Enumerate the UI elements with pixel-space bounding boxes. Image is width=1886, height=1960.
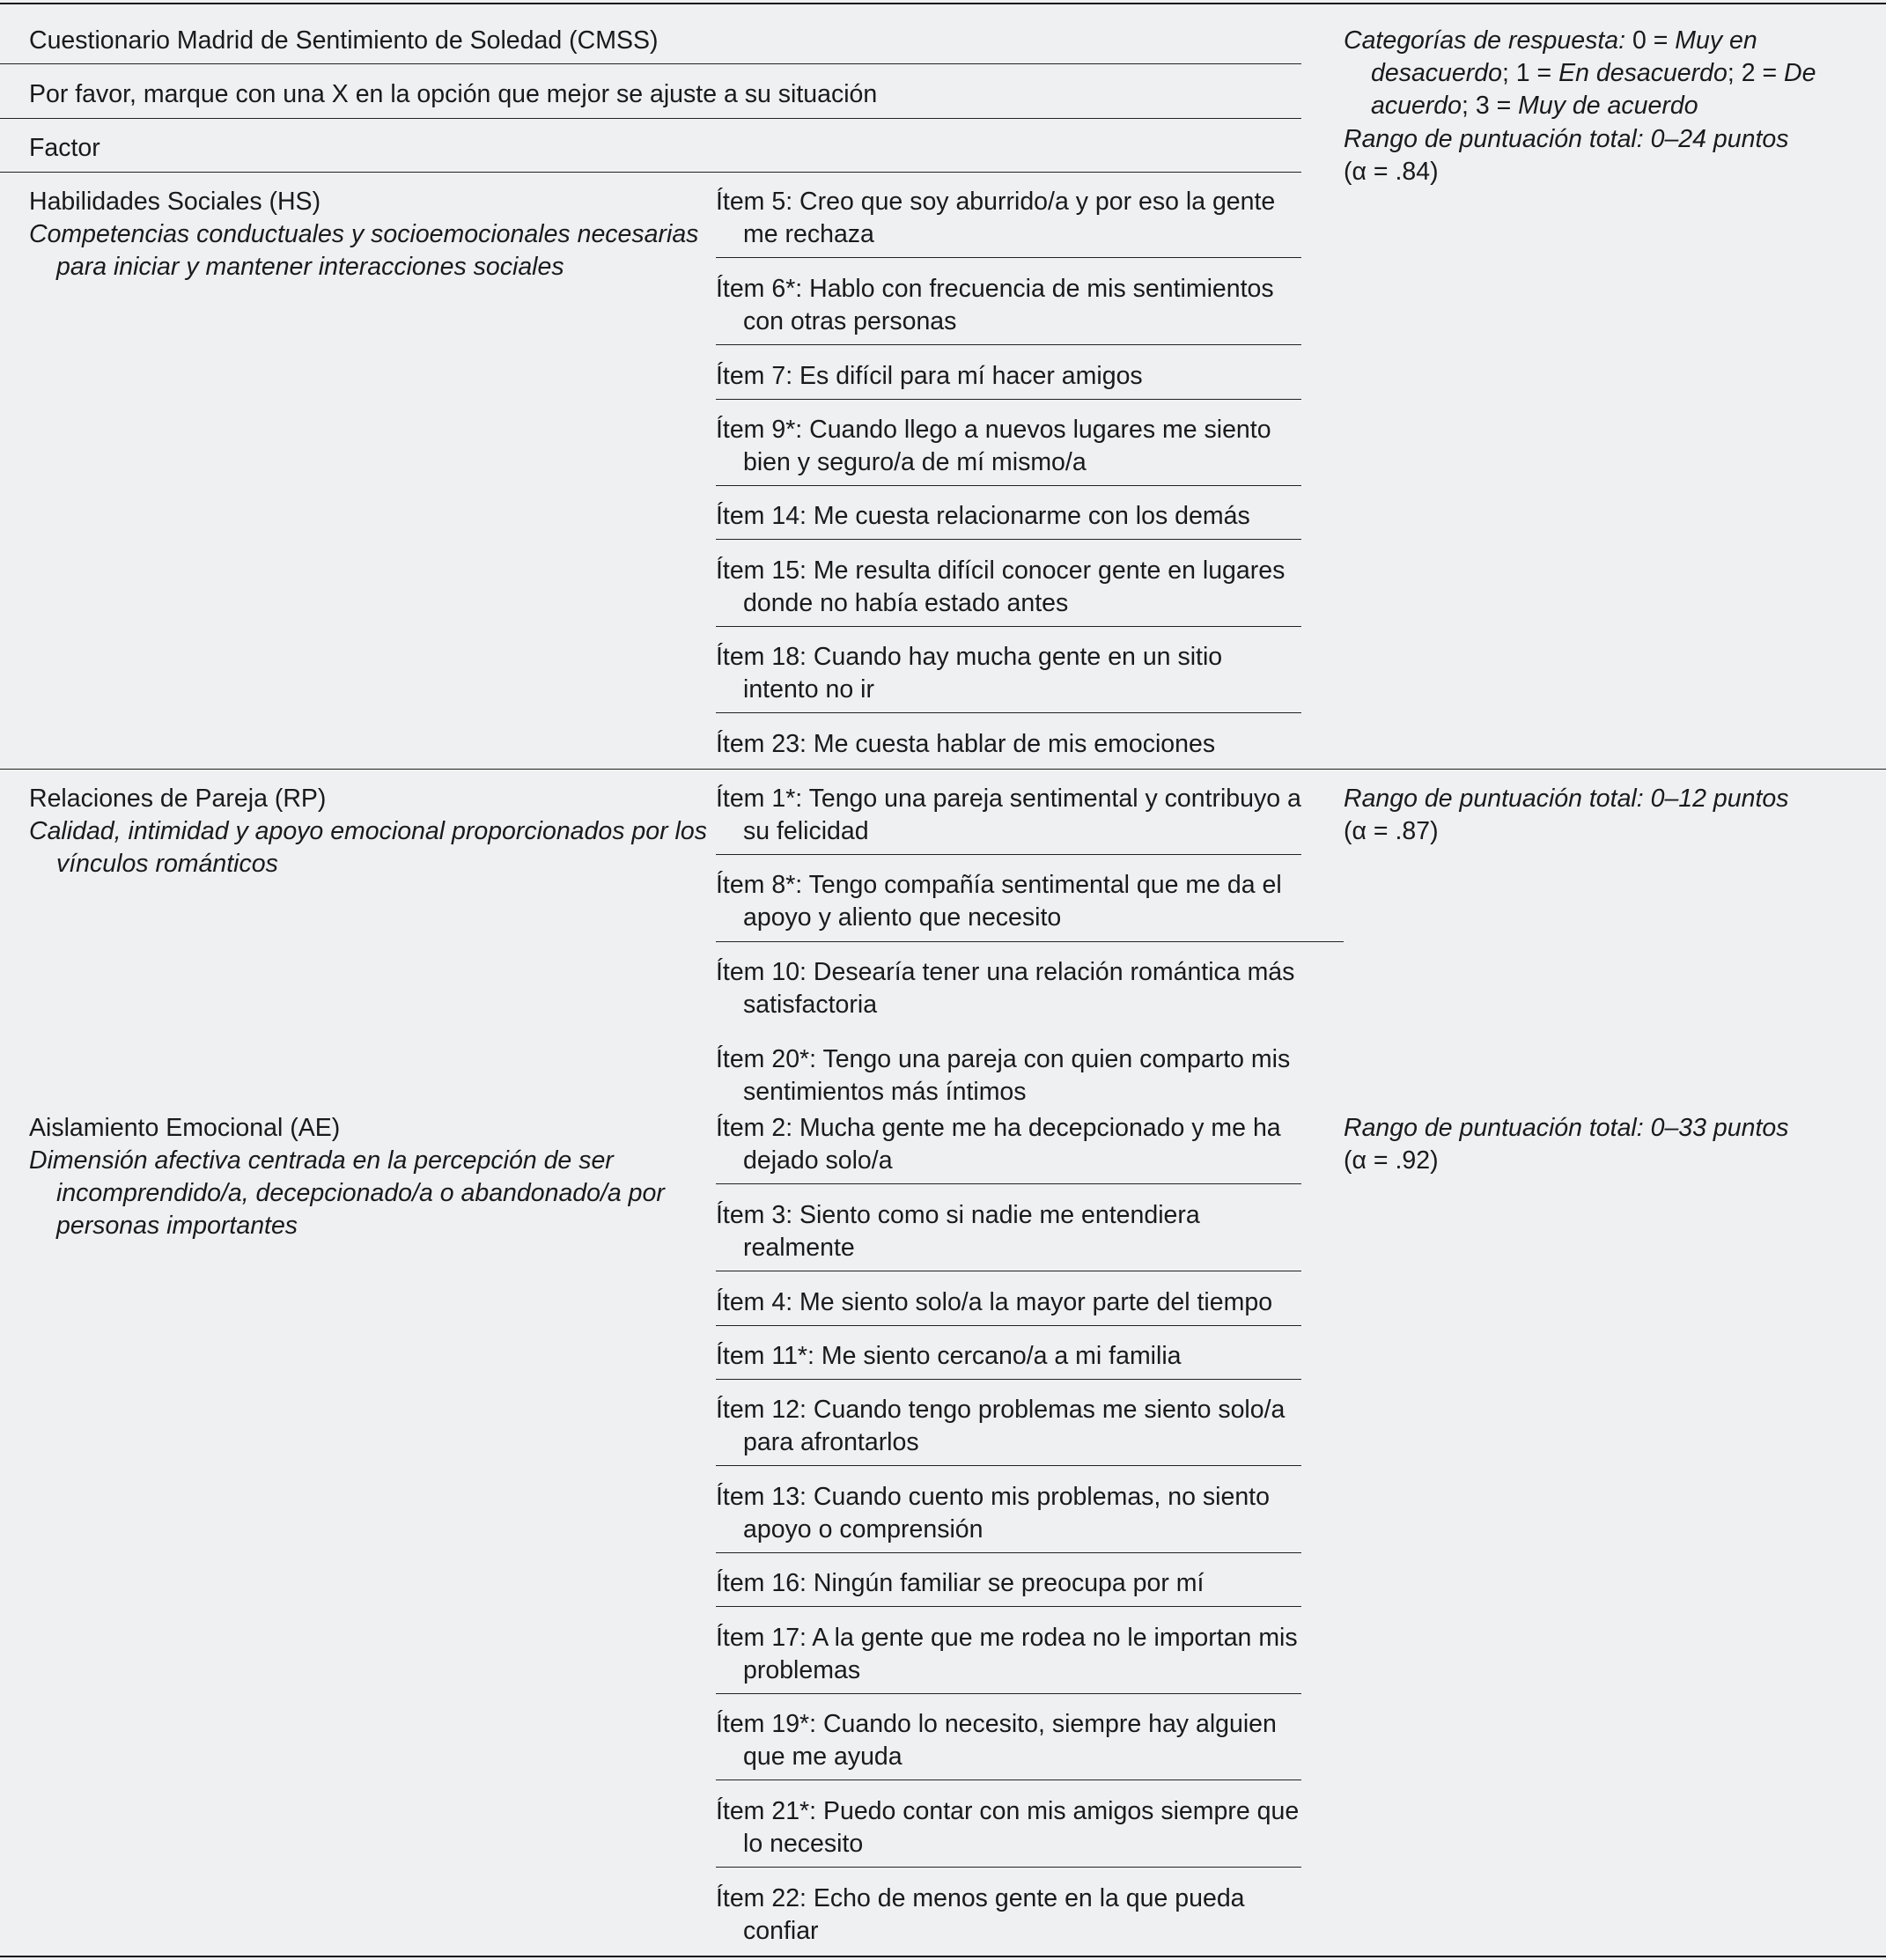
factor-header: Factor	[29, 134, 100, 162]
hs-score-range: Rango de puntuación total: 0–24 puntos	[1344, 125, 1789, 153]
item-15: Ítem 15: Me resulta difícil conocer gente en lugares donde no había estado antes	[716, 555, 1301, 620]
ae-alpha: (α = .92)	[1344, 1146, 1439, 1175]
item8-rule	[716, 941, 1344, 942]
item-19: Ítem 19*: Cuando lo necesito, siempre hay alguien que me ayuda	[716, 1708, 1301, 1773]
item-1: Ítem 1*: Tengo una pareja sentimental y contribuyo a su felicidad	[716, 783, 1301, 848]
rp-alpha: (α = .87)	[1344, 817, 1439, 845]
item-18: Ítem 18: Cuando hay mucha gente en un sitio intento no ir	[716, 641, 1301, 706]
item-22: Ítem 22: Echo de menos gente en la que pueda confiar	[716, 1884, 1245, 1945]
factor-ae-name: Aislamiento Emocional (AE)	[29, 1114, 341, 1142]
header-rule-1	[0, 63, 1301, 64]
item-10: Ítem 10: Desearía tener una relación romántica más satisfactoria	[716, 958, 1295, 1019]
factor-hs-description: Competencias conductuales y socioemocionales necesarias para iniciar y mantener interacciones sociales	[29, 220, 699, 281]
header-rule-2	[0, 118, 1301, 119]
item-14: Ítem 14: Me cuesta relacionarme con los demás	[716, 500, 1301, 533]
item-11: Ítem 11*: Me siento cercano/a a mi familia	[716, 1340, 1301, 1373]
item-6: Ítem 6*: Hablo con frecuencia de mis sentimientos con otras personas	[716, 273, 1301, 338]
factor-ae-description: Dimensión afectiva centrada en la percepción de ser incomprendido/a, decepcionado/a o abandonado/a por personas importantes	[29, 1146, 665, 1240]
item-8: Ítem 8*: Tengo compañía sentimental que me da el apoyo y aliento que necesito	[716, 871, 1282, 932]
item-3: Ítem 3: Siento como si nadie me entendiera realmente	[716, 1199, 1301, 1264]
item-4: Ítem 4: Me siento solo/a la mayor parte del tiempo	[716, 1286, 1301, 1319]
table-title: Cuestionario Madrid de Sentimiento de Soledad (CMSS)	[29, 26, 659, 55]
item-23: Ítem 23: Me cuesta hablar de mis emociones	[716, 730, 1216, 758]
bottom-rule	[0, 1956, 1886, 1957]
factor-hs-name: Habilidades Sociales (HS)	[29, 188, 321, 216]
top-rule	[0, 3, 1886, 4]
instructions: Por favor, marque con una X en la opción que mejor se ajuste a su situación	[29, 80, 878, 108]
item-20: Ítem 20*: Tengo una pareja con quien comparto mis sentimientos más íntimos	[716, 1045, 1291, 1106]
ae-score-range: Rango de puntuación total: 0–33 puntos	[1344, 1114, 1789, 1142]
item-21: Ítem 21*: Puedo contar con mis amigos siempre que lo necesito	[716, 1795, 1301, 1861]
rp-score-range: Rango de puntuación total: 0–12 puntos	[1344, 785, 1789, 813]
factor-rp-description: Calidad, intimidad y apoyo emocional proporcionados por los vínculos románticos	[29, 817, 707, 878]
item-17: Ítem 17: A la gente que me rodea no le importan mis problemas	[716, 1622, 1301, 1687]
section-rule-hs	[0, 769, 1886, 770]
item-16: Ítem 16: Ningún familiar se preocupa por mí	[716, 1567, 1301, 1600]
factor-rp-name: Relaciones de Pareja (RP)	[29, 785, 327, 813]
item-7: Ítem 7: Es difícil para mí hacer amigos	[716, 360, 1301, 393]
response-categories: Categorías de respuesta: 0 = Muy en desacuerdo; 1 = En desacuerdo; 2 = De acuerdo; 3 = Muy de acuerdo	[1344, 26, 1816, 120]
item-13: Ítem 13: Cuando cuento mis problemas, no siento apoyo o comprensión	[716, 1481, 1301, 1546]
item-9: Ítem 9*: Cuando llego a nuevos lugares me siento bien y seguro/a de mí mismo/a	[716, 414, 1301, 479]
item-2: Ítem 2: Mucha gente me ha decepcionado y me ha dejado solo/a	[716, 1112, 1301, 1177]
item-12: Ítem 12: Cuando tengo problemas me siento solo/a para afrontarlos	[716, 1394, 1301, 1459]
hs-alpha: (α = .84)	[1344, 158, 1439, 186]
item-5: Ítem 5: Creo que soy aburrido/a y por eso la gente me rechaza	[716, 186, 1301, 251]
header-rule-3	[0, 172, 1301, 173]
